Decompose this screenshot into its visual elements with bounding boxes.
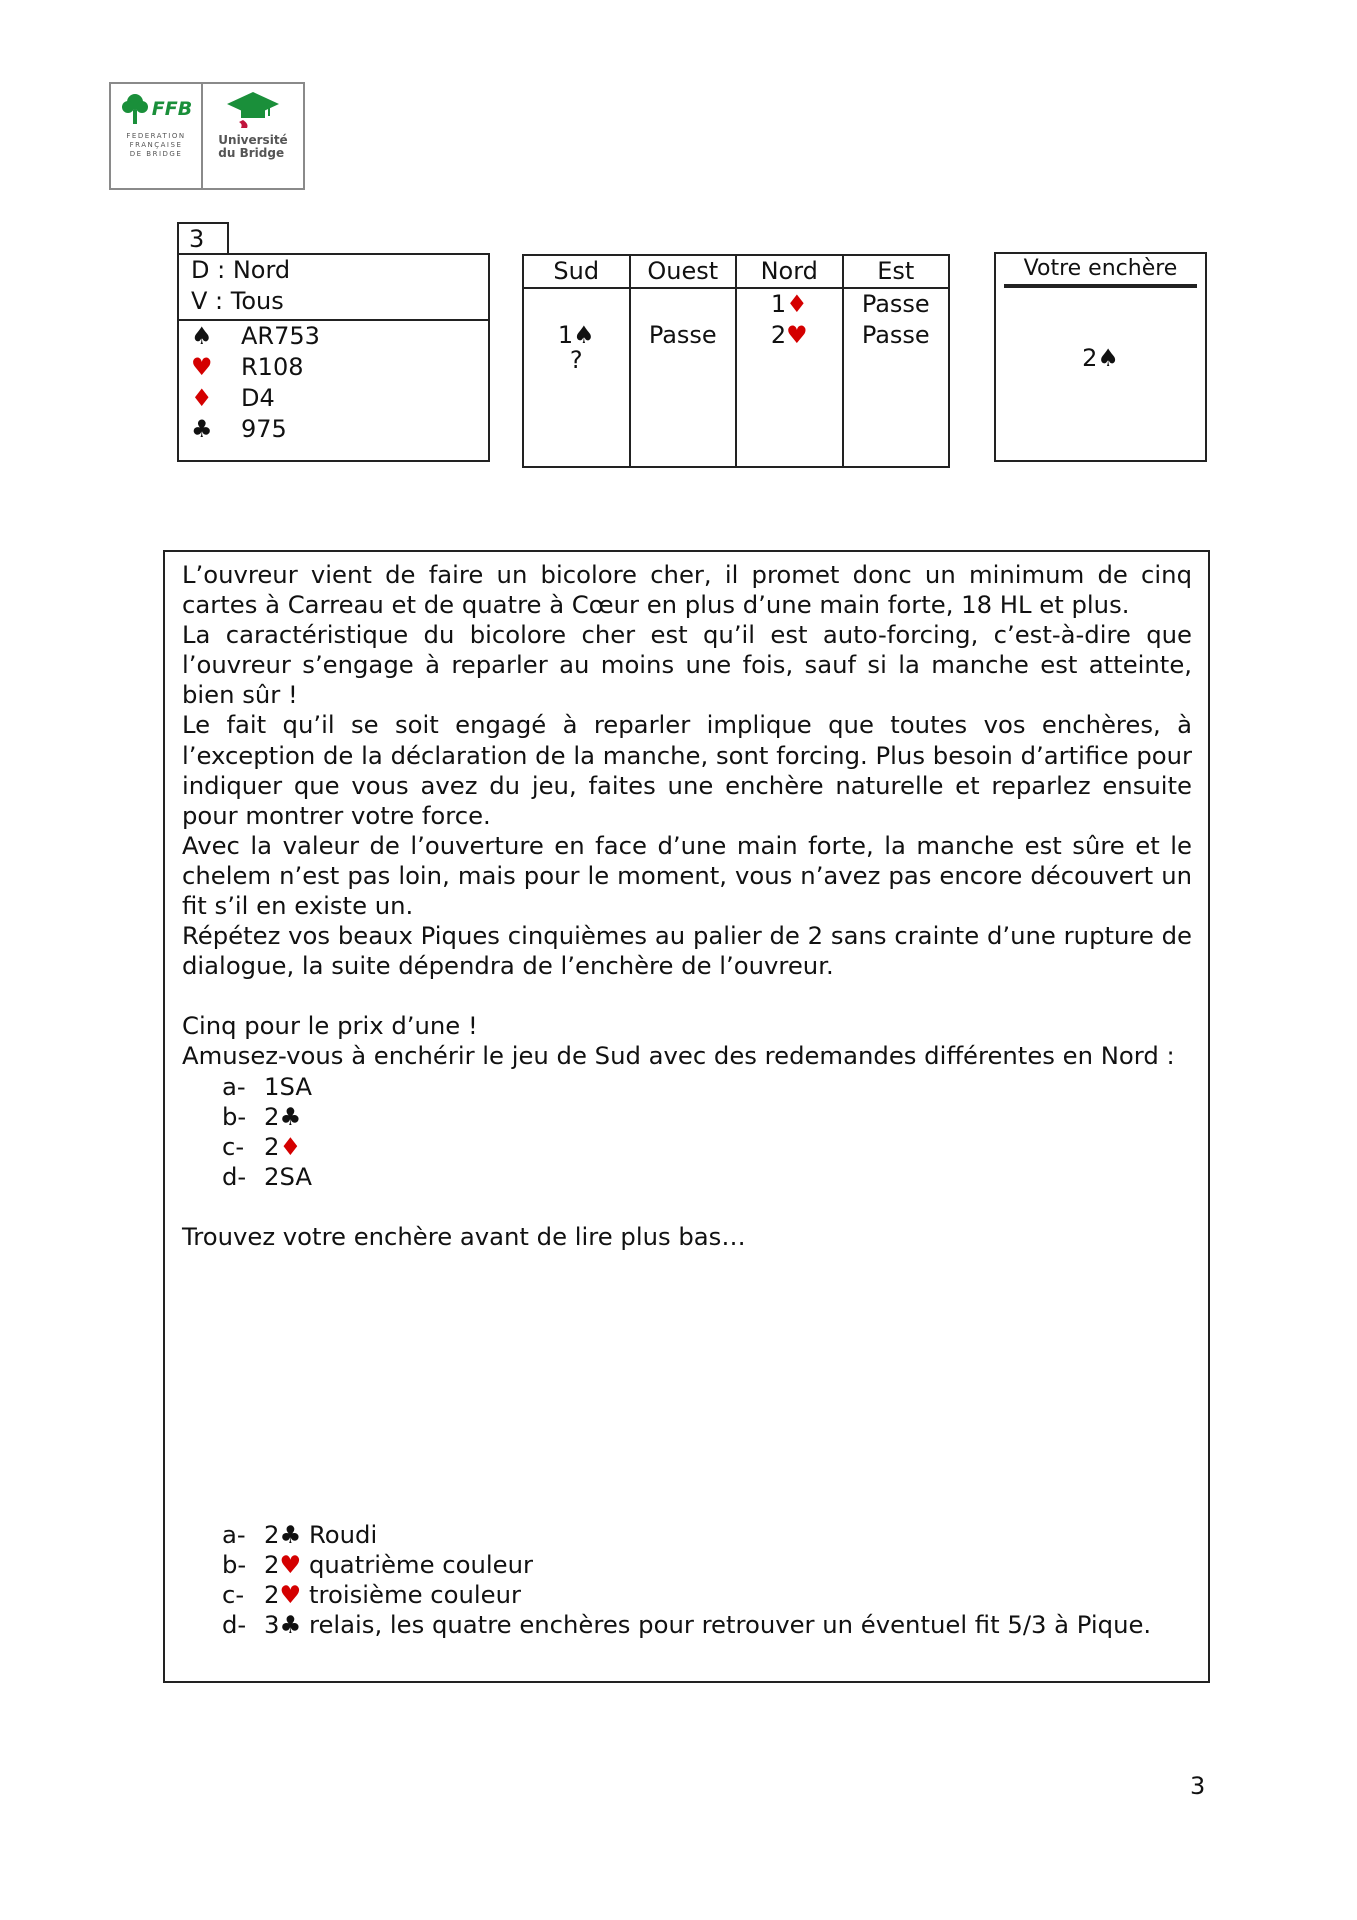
- question-option: [182, 1132, 1192, 1162]
- question-option: [182, 1162, 1192, 1192]
- club-icon: ♣: [279, 1519, 302, 1549]
- bidding-table: [522, 254, 950, 468]
- club-icon: ♣: [279, 1610, 302, 1640]
- option-letter: c-: [222, 1580, 245, 1610]
- option-text: Roudi: [301, 1519, 378, 1549]
- paragraph: Amusez-vous à enchérir le jeu de Sud avec des redemandes différentes en Nord :: [182, 1041, 1175, 1071]
- option-letter: d-: [222, 1161, 247, 1191]
- option-level: 2: [264, 1580, 280, 1610]
- bidding-header-nord: Nord: [737, 256, 842, 289]
- paragraph: Avec la valeur de l’ouverture en face d’une main forte, la manche est sûre et le chelem n’est pas loin, mais pour le moment, vous n’avez pas encore découvert un fit s’il en existe un.: [182, 830, 1192, 921]
- option-level: 2: [264, 1519, 280, 1549]
- paragraph: L’ouvreur vient de faire un bicolore cher, il promet donc un minimum de cinq cartes à Carreau et de quatre à Cœur en plus d’une main forte, 18 HL et plus.: [182, 560, 1192, 620]
- option-text: quatrième couleur: [301, 1550, 533, 1580]
- bid-cell: [844, 351, 949, 382]
- ffb-wordmark: FFB: [151, 98, 193, 120]
- tree-icon: [120, 92, 150, 126]
- ffb-logo: [109, 82, 305, 190]
- bidding-header-sud: Sud: [524, 256, 629, 289]
- club-icon: ♣: [279, 1101, 302, 1131]
- answer-option: [182, 1520, 1192, 1550]
- bid-cell: [737, 289, 842, 320]
- option-letter: a-: [222, 1071, 246, 1101]
- heart-icon: ♥: [191, 353, 213, 381]
- paragraph: Cinq pour le prix d’une !: [182, 1011, 478, 1041]
- federation-text: FEDERATION FRANÇAISE DE BRIDGE: [126, 132, 186, 158]
- club-icon: ♣: [191, 415, 213, 443]
- bid-cell: [631, 289, 736, 320]
- option-letter: d-: [222, 1610, 247, 1640]
- question-option: [182, 1102, 1192, 1132]
- diamond-icon: ♦: [191, 384, 213, 412]
- ffb-mark: [120, 92, 192, 126]
- bid-cell-text: 2♥: [770, 321, 808, 349]
- hand-row-hearts: [179, 352, 488, 383]
- heart-icon: ♥: [279, 1550, 302, 1580]
- hand-row-clubs: [179, 414, 488, 445]
- heart-cards: R108: [241, 353, 304, 381]
- heart-icon: ♥: [279, 1580, 302, 1610]
- bid-cell: Passe: [861, 290, 930, 318]
- question-option: [182, 1072, 1192, 1102]
- bid-cell: ?: [569, 346, 583, 374]
- vulnerability: V : Tous: [191, 287, 284, 315]
- spade-cards: AR753: [241, 322, 320, 350]
- diamond-cards: D4: [241, 384, 275, 412]
- bidding-header-est: Est: [844, 256, 949, 289]
- option-level: 2: [264, 1101, 280, 1131]
- bidding-col-nord: [737, 256, 844, 466]
- option-level: 2: [264, 1131, 280, 1161]
- paragraph: Répétez vos beaux Piques cinquièmes au palier de 2 sans crainte d’une rupture de dialogue, la suite dépendra de l’enchère de l’ouvreur.: [182, 921, 1192, 981]
- bid-cell: [737, 320, 842, 351]
- hand-row-diamonds: [179, 383, 488, 414]
- bid-cell: Passe: [648, 321, 717, 349]
- answer-option: [182, 1580, 1192, 1610]
- bid-cell: [631, 351, 736, 382]
- answer-box: [994, 252, 1207, 462]
- explanation-panel: [163, 550, 1210, 1683]
- bid-cell: [737, 351, 842, 382]
- option-letter: a-: [222, 1519, 246, 1549]
- option-level: 2: [264, 1550, 280, 1580]
- hand-diagram: [177, 253, 490, 462]
- option-text: troisième couleur: [301, 1580, 521, 1610]
- page-number: 3: [1190, 1772, 1206, 1800]
- answer-option: [182, 1550, 1192, 1580]
- bidding-col-est: [844, 256, 949, 466]
- option-letter: b-: [222, 1101, 247, 1131]
- graduation-cap-icon: [225, 90, 281, 130]
- bidding-header-ouest: Ouest: [631, 256, 736, 289]
- heart-icon: ♥: [786, 321, 808, 349]
- hand-row-spades: [179, 321, 488, 352]
- bid-cell: [524, 289, 629, 320]
- bid-cell-text: 1♠: [557, 321, 595, 349]
- spade-icon: ♠: [191, 322, 213, 350]
- ffb-logo-panel: [111, 84, 203, 188]
- club-cards: 975: [241, 415, 287, 443]
- universite-panel: [203, 84, 303, 188]
- option-letter: b-: [222, 1550, 247, 1580]
- bidding-col-sud: [524, 256, 631, 466]
- option-letter: c-: [222, 1131, 245, 1161]
- option-text: 1SA: [264, 1071, 312, 1101]
- option-level: 3: [264, 1610, 280, 1640]
- answer-value: 2♠: [1082, 344, 1119, 372]
- paragraph: Trouvez votre enchère avant de lire plus bas…: [182, 1221, 746, 1251]
- answer-box-title: Votre enchère: [1004, 254, 1197, 288]
- deal-number: 3: [177, 222, 229, 255]
- bid-cell: Passe: [861, 321, 930, 349]
- diamond-icon: ♦: [279, 1131, 302, 1161]
- bid-cell-text: 1♦: [770, 290, 808, 318]
- paragraph: Le fait qu’il se soit engagé à reparler implique que toutes vos enchères, à l’exception de la déclaration de la manche, sont forcing. Plus besoin d’artifice pour indiquer que vous avez du jeu, faites une enchère naturelle et reparlez ensuite pour montrer votre force.: [182, 710, 1192, 830]
- paragraph: La caractéristique du bicolore cher est qu’il est auto-forcing, c’est-à-dire que l’ouvreur s’engage à reparler au moins une fois, sauf si la manche est atteinte, bien sûr !: [182, 620, 1192, 710]
- diamond-icon: ♦: [786, 290, 808, 318]
- universite-text: Université du Bridge: [218, 133, 288, 160]
- option-text: relais, les quatre enchères pour retrouver un éventuel fit 5/3 à Pique.: [301, 1610, 1152, 1640]
- answer-option: [182, 1610, 1192, 1640]
- dealer: D : Nord: [191, 256, 291, 284]
- option-text: 2SA: [264, 1161, 312, 1191]
- bidding-col-ouest: [631, 256, 738, 466]
